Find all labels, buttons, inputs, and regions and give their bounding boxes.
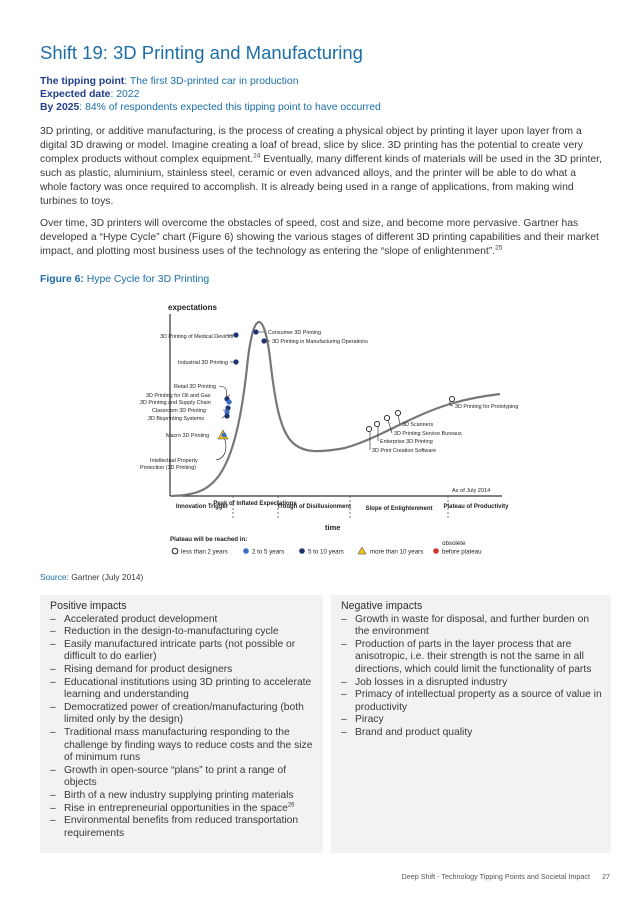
- marker-dark-blue: [233, 332, 238, 337]
- positive-impacts-heading: Positive impacts: [50, 600, 127, 612]
- tech-label: 3D Scanners: [402, 422, 434, 428]
- list-item: – Growth in waste for disposal, and further burden on the environment: [341, 614, 603, 639]
- tech-label: Consumer 3D Printing: [268, 330, 322, 336]
- legend-label: obsolete: [442, 540, 466, 547]
- phase-label: Innovation Trigger: [175, 504, 229, 510]
- negative-impacts-heading: Negative impacts: [341, 600, 423, 612]
- marker-dark-blue: [224, 413, 229, 418]
- marker-dark-blue: [261, 338, 266, 343]
- tech-label: 3D Printing for Prototyping: [455, 404, 519, 410]
- legend-red-circle: [433, 548, 439, 554]
- tech-label: 3D Bioprinting Systems: [148, 416, 205, 422]
- tech-label: Protection (3D Printing): [140, 465, 197, 471]
- tech-label: 3D Printing in Manufacturing Operations: [272, 339, 368, 345]
- hype-curve: [172, 322, 500, 496]
- tech-label: Industrial 3D Printing: [178, 360, 229, 366]
- list-item: – Growth in open-source “plans” to print a range of objects: [50, 765, 315, 790]
- tech-label: 3D Printing Service Bureaus: [394, 431, 462, 437]
- marker-open: [384, 415, 389, 420]
- legend-label: less than 2 years: [181, 548, 228, 556]
- hype-cycle-paragraph: Over time, 3D printers will overcome the obstacles of speed, cost and size, and become more pervasive. Gartner has developed a “Hype Cycle” chart (Figure 6) showing the various stages of different 3D printing capabilities and their market impact, and plotting most business uses of the technology as entering the “slope of enlightenment”.$^{25}$: [40, 218, 599, 257]
- positive-impacts-list: [50, 614, 315, 841]
- marker-open: [366, 426, 371, 431]
- expected-date-line: Expected date: 2022: [40, 89, 140, 100]
- list-item: – Birth of a new industry supplying printing materials: [50, 790, 315, 803]
- list-item: – Primacy of intellectual property as a source of value in productivity: [341, 689, 603, 714]
- list-item: – Piracy: [341, 714, 603, 727]
- list-item: – Democratized power of creation/manufacturing (both limited only by the design): [50, 702, 315, 727]
- phase-label: Slope of Enlightenment: [365, 506, 433, 512]
- tech-label: 3D Print Creation Software: [372, 448, 437, 454]
- legend-open-circle: [172, 548, 178, 554]
- legend-triangle: [358, 547, 366, 554]
- list-item: – Reduction in the design-to-manufacturing cycle: [50, 626, 315, 639]
- list-item: – Rise in entrepreneurial opportunities in the space$^{26}$: [50, 803, 315, 816]
- marker-dark-blue: [233, 359, 238, 364]
- marker-open: [374, 421, 379, 426]
- legend-label: 2 to 5 years: [252, 548, 285, 556]
- y-axis-label: expectations: [168, 303, 217, 312]
- phase-label: Plateau of Productivity: [443, 504, 509, 510]
- hype-cycle-chart: [130, 298, 519, 558]
- list-item: – Traditional mass manufacturing responding to the challenge by finding ways to reduce costs and the size of minimum runs: [50, 727, 315, 765]
- legend-light-blue-circle: [243, 548, 249, 554]
- tech-label: 3D Printing for Oil and Gas: [146, 393, 211, 399]
- figure-source: Source: Gartner (July 2014): [40, 572, 144, 582]
- marker-open: [395, 410, 400, 415]
- list-item: – Rising demand for product designers: [50, 664, 315, 677]
- marker-open: [449, 396, 454, 401]
- list-item: – Easily manufactured intricate parts (not possible or difficult to do earlier): [50, 639, 315, 664]
- page-title: Shift 19: 3D Printing and Manufacturing: [40, 42, 363, 63]
- tech-label: Intellectual Property: [150, 458, 198, 464]
- tech-label: Macro 3D Printing: [166, 433, 210, 439]
- tech-label: Enterprise 3D Printing: [380, 439, 433, 445]
- tech-label: 3D Printing and Supply Chain: [140, 400, 211, 406]
- x-axis-label: time: [325, 523, 341, 532]
- legend-label: 5 to 10 years: [308, 548, 344, 556]
- intro-paragraph: 3D printing, or additive manufacturing, is the process of creating a physical object by printing it layer upon layer from a digital 3D drawing or model. Imagine creating a loaf of bread, slice by slice. 3D printing has the potential to create very complex products without complex equipment.$^{24}$ Eventually, many different kinds of materials will be used in the 3D printer, such as plastic, aluminium, stainless steel, ceramic or even advanced alloys, and the printer will be able to do what a whole factory was once required to accomplish. It is already being used in a range of applications, from making wind turbines to toys.: [40, 126, 602, 207]
- marker-dark-blue: [253, 329, 258, 334]
- page-footer: Deep Shift - Technology Tipping Points and Societal Impact 27: [401, 872, 610, 881]
- list-item: – Production of parts in the layer process that are anisotropic, i.e. their strength is not the same in all directions, which could limit the functionality of parts: [341, 639, 603, 677]
- tipping-summary: [40, 75, 381, 114]
- phase-labels: [176, 501, 509, 512]
- figure-caption: Figure 6: Hype Cycle for 3D Printing: [40, 274, 210, 285]
- legend-dark-blue-circle: [299, 548, 305, 554]
- legend-title: Plateau will be reached in:: [170, 536, 248, 543]
- as-of-label: As of July 2014: [452, 488, 491, 494]
- list-item: – Educational institutions using 3D printing to accelerate learning and understanding: [50, 677, 315, 702]
- marker-light-blue: [226, 399, 231, 404]
- list-item: – Accelerated product development: [50, 614, 315, 627]
- tech-label: 3D Printing of Medical Devices: [160, 334, 234, 340]
- phase-label: Peak of Inflated Expectations: [213, 501, 297, 507]
- phase-label: Trough of Disillusionment: [277, 504, 351, 510]
- negative-impacts-box: [331, 595, 611, 853]
- tech-label: Classroom 3D Printing: [152, 408, 206, 414]
- tech-label: Retail 3D Printing: [174, 384, 216, 390]
- negative-impacts-list: [341, 614, 603, 740]
- positive-impacts-box: [40, 595, 323, 853]
- page-number: 27: [602, 872, 610, 881]
- list-item: – Brand and product quality: [341, 727, 603, 740]
- marker-light-blue: [222, 433, 227, 438]
- legend-label: before plateau: [442, 548, 482, 556]
- list-item: – Job losses in a disrupted industry: [341, 677, 603, 690]
- list-item: – Environmental benefits from reduced transportation requirements: [50, 815, 315, 840]
- tipping-point-line: The tipping point: The first 3D-printed car in production: [40, 76, 299, 87]
- legend-label: more than 10 years: [370, 548, 424, 556]
- by-2025-line: By 2025: 84% of respondents expected this tipping point to have occurred: [40, 102, 381, 113]
